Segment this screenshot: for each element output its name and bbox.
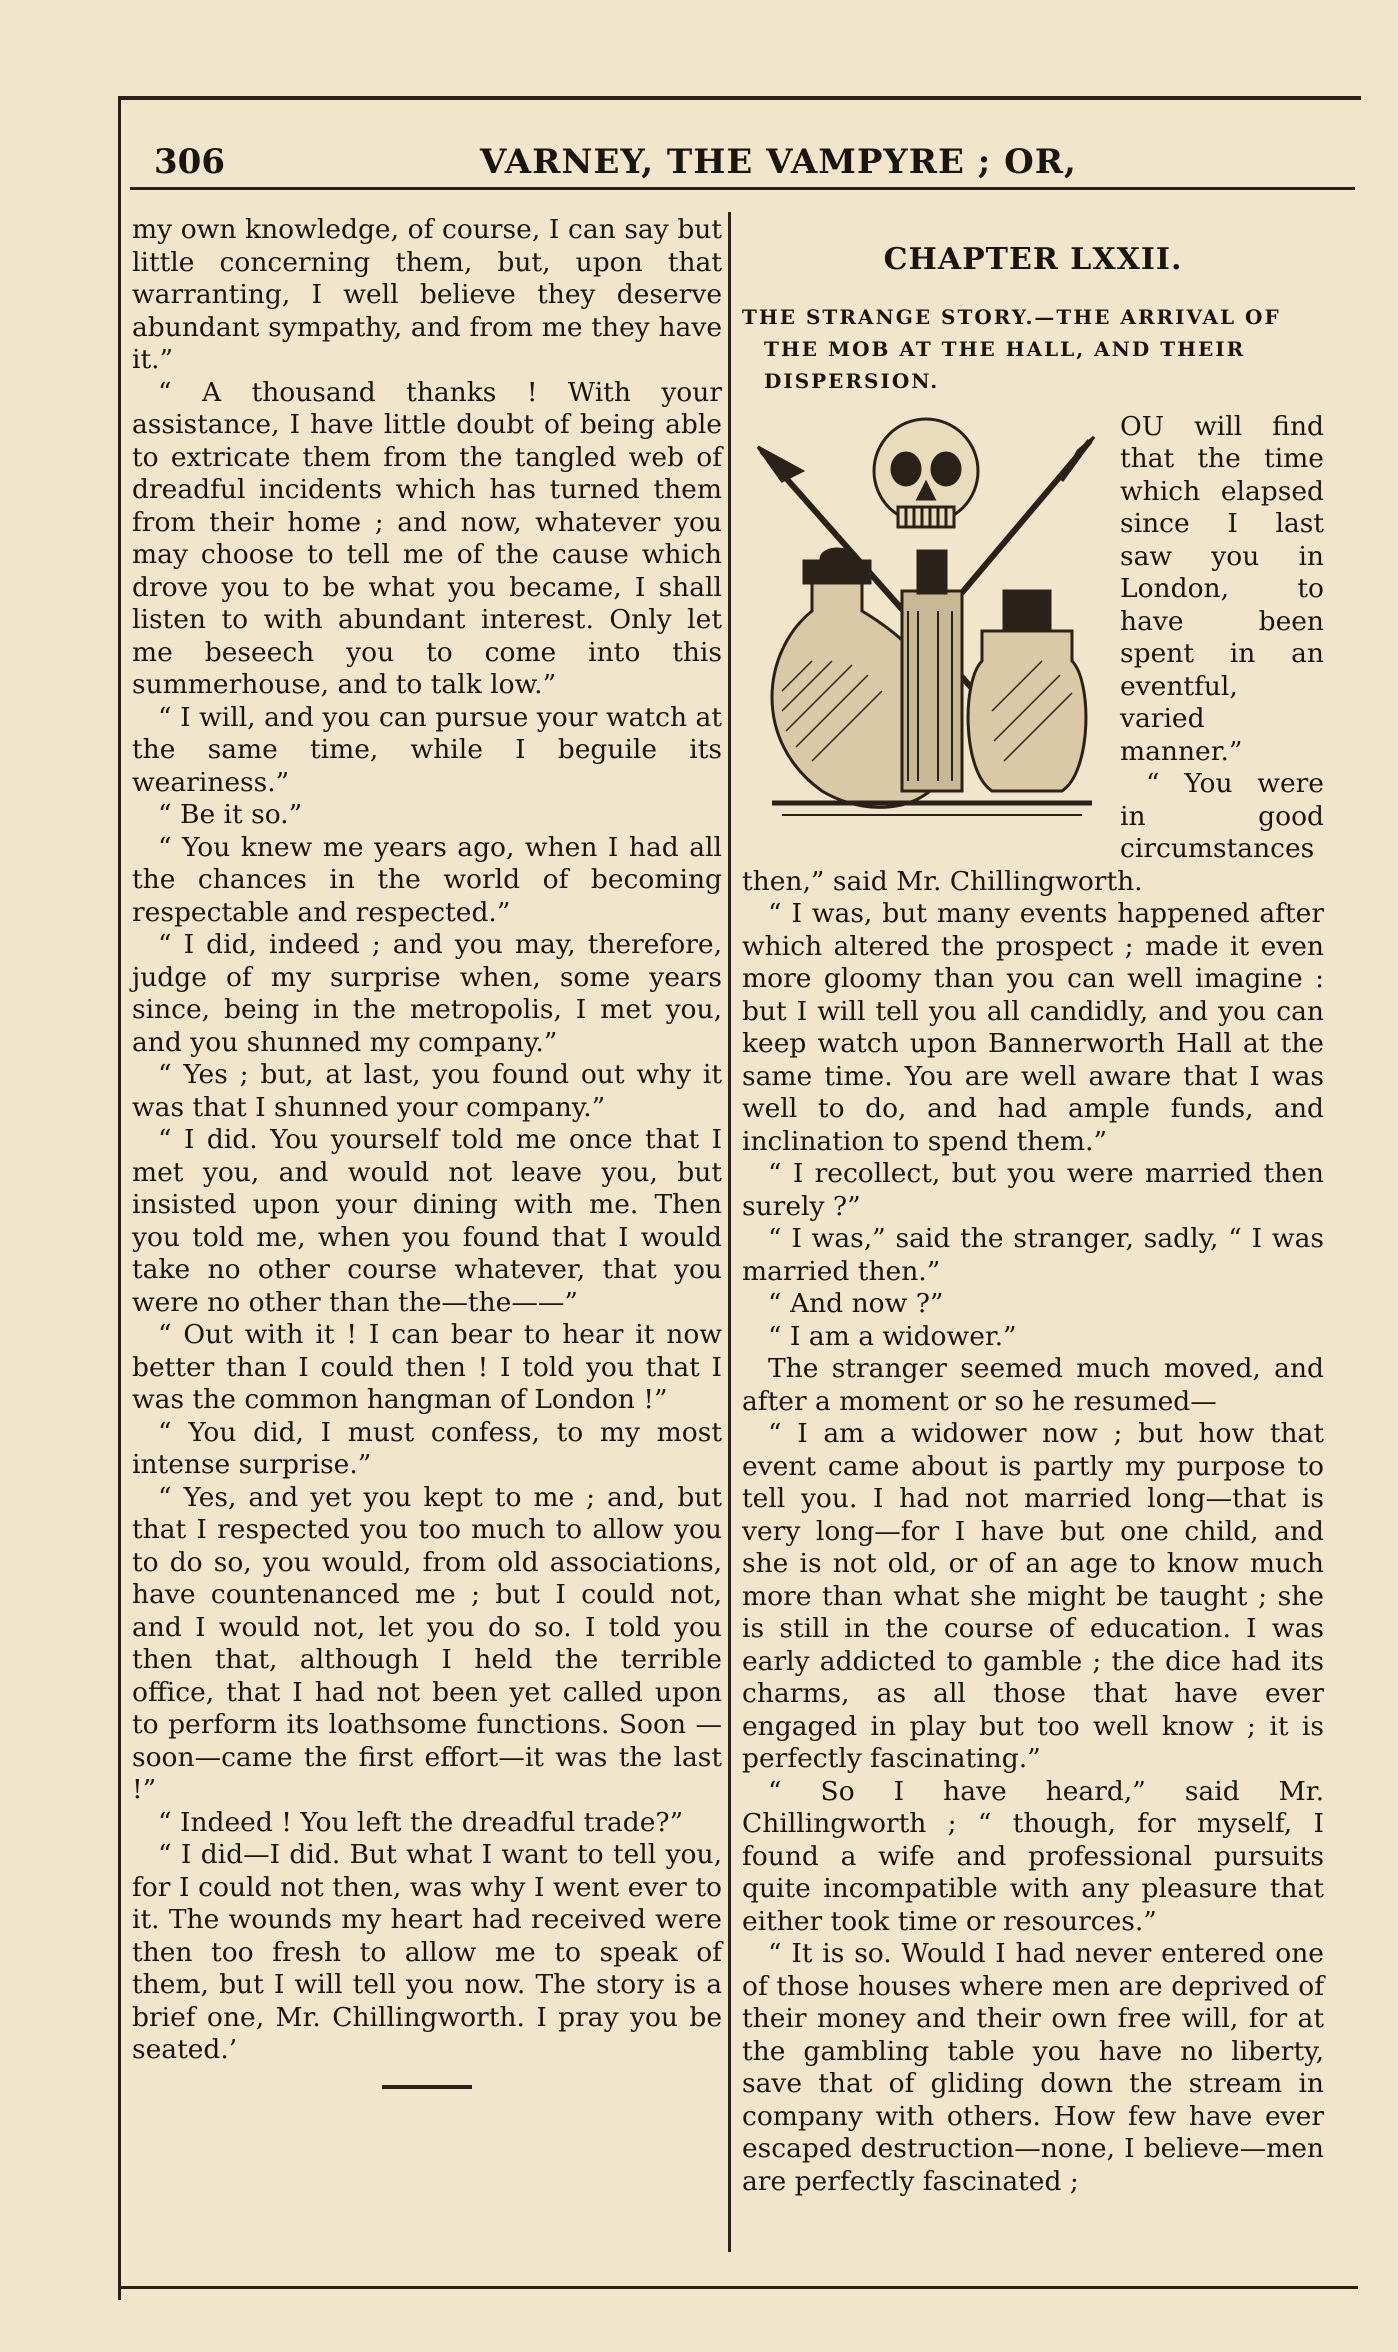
column-divider	[728, 212, 731, 2252]
paragraph: “ I am a widower.”	[768, 1320, 1017, 1352]
page-number: 306	[154, 142, 225, 182]
paragraph: “ I recollect, but you were married then surely ?”	[742, 1158, 1324, 1222]
left-column	[132, 214, 722, 2089]
paragraph: “ And now ?”	[768, 1288, 944, 1319]
paragraph: “ You did, I must confess, to my most intense surprise.”	[132, 1416, 722, 1480]
page-header	[130, 130, 1350, 190]
paragraph: “ I was, but many events happened after which altered the prospect ; made it even more gloomy than you can well imagine : but I will tell you all candidly, and you can keep watch upon Bannerworth Hall at the same time. You are well aware that I was well to do, and had ample funds, and inclination to spend them.”	[742, 898, 1324, 1157]
skull-crossed-knives-bottles-icon	[742, 411, 1110, 833]
paragraph: “ You knew me years ago, when I had all the chances in the world of becoming respectable and respected.”	[132, 831, 722, 928]
footer-rule	[118, 2286, 1358, 2289]
paragraph: “ I did—I did. But what I want to tell you, for I could not then, was why I went ever to it. The wounds my heart had received were then too fresh to allow me to speak of them, but I will tell you now. The story is a brief one, Mr. Chillingworth. I pray you be seated.’	[132, 1839, 722, 2065]
chapter-subtitle: THE STRANGE STORY.—THE ARRIVAL OF THE MOB AT THE HALL, AND THEIR DISPERSION.	[742, 304, 1281, 393]
paragraph: “ It is so. Would I had never entered one of those houses where men are deprived of their money and their own free will, for at the gambling table you have no liberty, save that of gliding down the stream in company with others. How few have ever escaped destruction—none, I believe—men are perfectly fascinated ;	[742, 1938, 1324, 2197]
right-column	[742, 214, 1324, 2198]
paragraph: “ Be it so.”	[158, 799, 303, 830]
paragraph: “ I will, and you can pursue your watch at the same time, while I beguile its weariness.”	[132, 701, 722, 798]
paragraph: “ I did, indeed ; and you may, therefore, judge of my surprise when, some years since, being in the metropolis, I met you, and you shunned my company.”	[132, 929, 722, 1058]
chapter-title: CHAPTER LXXII.	[883, 242, 1183, 277]
paragraph: “ You were in good circumstances then,” said Mr. Chillingworth.	[742, 768, 1324, 897]
paragraph: “ A thousand thanks ! With your assistance, I have little doubt of being able to extricate them from the tangled web of dreadful incidents which has turned them from their home ; and now, whatever you may choose to tell me of the cause which drove you to be what you became, I shall listen to with abundant interest. Only let me beseech you to come into this summerhouse, and to talk low.”	[132, 376, 722, 700]
paragraph: “ Yes ; but, at last, you found out why it was that I shunned your company.”	[132, 1059, 722, 1123]
section-end-rule	[382, 2085, 472, 2089]
paragraph: “ Indeed ! You left the dreadful trade?”	[158, 1806, 684, 1838]
paragraph: “ I did. You yourself told me once that I met you, and would not leave you, but insisted upon your dining with me. Then you told me, when you found that I would take no other course whatever, that you were no other than the—the——”	[132, 1124, 722, 1318]
paragraph-text: OU will find that the time which elapsed since I last saw you in London, to have been spent in an eventful, varied manner.”	[1120, 410, 1324, 767]
running-head: VARNEY, THE VAMPYRE ; OR,	[480, 142, 1077, 182]
paragraph: my own knowledge, of course, I can say but little concerning them, but, upon that warranting, I well believe they deserve abundant sympathy, and from me they have it.”	[132, 214, 722, 375]
paragraph: “ So I have heard,” said Mr. Chillingworth ; “ though, for myself, I found a wife and professional pursuits quite incompatible with any pleasure that either took time or resources.”	[742, 1775, 1324, 1937]
paragraph: “ I was,” said the stranger, sadly, “ I was married then.”	[742, 1223, 1324, 1287]
header-rule	[130, 187, 1355, 190]
paragraph: The stranger seemed much moved, and after a moment or so he resumed—	[742, 1353, 1324, 1417]
paragraph: “ I am a widower now ; but how that event came about is partly my purpose to tell you. I had not married long—that is very long—for I have but one child, and she is not old, or of an age to know much more than what she might be taught ; she is still in the course of education. I was early addicted to gamble ; the dice had its charms, as all those that have ever engaged in play but too well know ; it is perfectly fascinating.”	[742, 1418, 1324, 1774]
paragraph: “ Out with it ! I can bear to hear it now better than I could then ! I told you that I was the common hangman of London !”	[132, 1319, 722, 1415]
paragraph: “ Yes, and yet you kept to me ; and, but that I respected you too much to allow you to do so, you would, from old associations, have countenanced me ; but I could not, and I would not, let you do so. I told you then that, although I held the terrible office, that I had not been yet called upon to perform its loathsome functions. Soon —soon—came the first effort—it was the last !”	[132, 1481, 722, 1805]
